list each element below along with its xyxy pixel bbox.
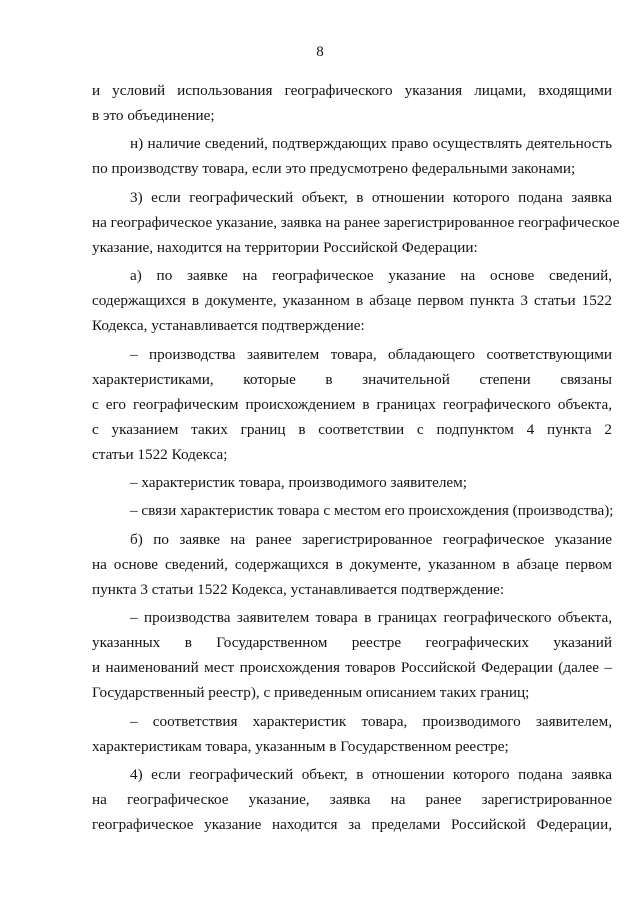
text-line: характеристиками, которые в значительной степени связаны xyxy=(92,370,612,388)
text-line: б) по заявке на ранее зарегистрированное географическое указание xyxy=(130,530,612,548)
text-line: с его географическим происхождением в границах географического объекта, xyxy=(92,395,612,413)
text-line: и условий использования географического указания лицами, входящими xyxy=(92,82,612,99)
text-line: а) по заявке на географическое указание на основе сведений, xyxy=(130,267,612,285)
text-line: 3) если географический объект, в отношении которого подана заявка xyxy=(130,188,612,206)
text-line: пункта 3 статьи 1522 Кодекса, устанавливается подтверждение: xyxy=(92,580,505,598)
text-line: с указанием таких границ в соответствии с подпунктом 4 пункта 2 xyxy=(92,420,612,438)
text-line: по производству товара, если это предусмотрено федеральными законами; xyxy=(92,160,576,178)
text-line: – связи характеристик товара с местом его происхождения (производства); xyxy=(130,502,614,520)
text-line: – характеристик товара, производимого заявителем; xyxy=(130,473,468,491)
text-line: и наименований мест происхождения товаров Российской Федерации (далее – xyxy=(92,659,612,677)
text-line: характеристикам товара, указанным в Государственном реестре; xyxy=(92,737,509,755)
text-line: на географическое указание, заявка на ранее зарегистрированное географическое xyxy=(92,213,620,231)
text-line: указанных в Государственном реестре географических указаний xyxy=(92,634,612,652)
text-line: на основе сведений, содержащихся в документе, указанном в абзаце первом xyxy=(92,555,612,573)
text-line: статьи 1522 Кодекса; xyxy=(92,445,228,463)
text-line: в это объединение; xyxy=(92,107,215,124)
text-line: Государственный реестр), с приведенным описанием таких границ; xyxy=(92,684,530,702)
document-body xyxy=(92,78,620,837)
text-line: – производства заявителем товара в границах географического объекта, xyxy=(130,609,612,627)
text-line: содержащихся в документе, указанном в абзаце первом пункта 3 статьи 1522 xyxy=(92,292,612,310)
text-line: – соответствия характеристик товара, производимого заявителем, xyxy=(130,712,612,730)
text-line: Кодекса, устанавливается подтверждение: xyxy=(92,317,365,335)
text-line: 4) если географический объект, в отношении которого подана заявка xyxy=(130,765,612,783)
text-line: на географическое указание, заявка на ранее зарегистрированное xyxy=(92,790,612,808)
text-line: указание, находится на территории Российской Федерации: xyxy=(92,238,478,256)
text-line: н) наличие сведений, подтверждающих право осуществлять деятельность xyxy=(130,135,612,153)
text-line: – производства заявителем товара, обладающего соответствующими xyxy=(130,345,612,363)
page-number: 8 xyxy=(316,44,324,60)
text-line: географическое указание находится за пределами Российской Федерации, xyxy=(92,815,612,833)
